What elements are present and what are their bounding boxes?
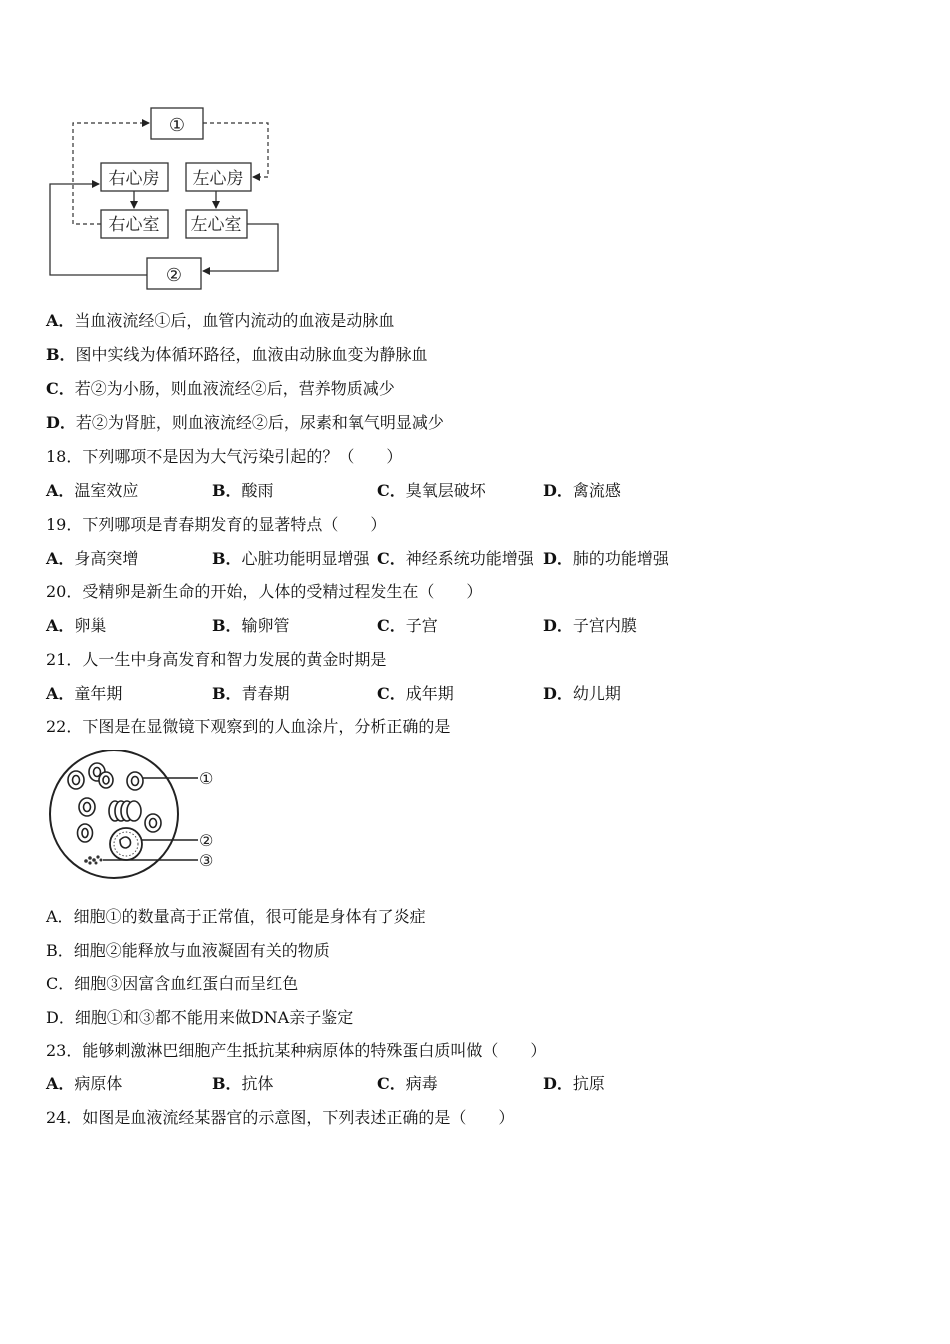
label-1: ① bbox=[199, 769, 214, 788]
q22-option-b bbox=[46, 940, 330, 962]
option-label: C． bbox=[377, 1074, 406, 1093]
option-label: B． bbox=[212, 616, 242, 635]
option-label: A． bbox=[46, 616, 75, 635]
option-text: 细胞①的数量高于正常值，很可能是身体有了炎症 bbox=[73, 907, 426, 926]
q17-option-d bbox=[46, 412, 444, 434]
option-text: 神经系统功能增强 bbox=[405, 549, 534, 568]
option-text: 当血液流经①后，血管内流动的血液是动脉血 bbox=[74, 311, 395, 330]
q20-option-c bbox=[377, 615, 438, 637]
q21-option-b bbox=[212, 683, 290, 705]
option-label: D． bbox=[543, 549, 573, 568]
option-label: B． bbox=[46, 941, 74, 960]
option-text: 细胞③因富含血红蛋白而呈红色 bbox=[74, 974, 299, 993]
q19-option-a bbox=[46, 548, 138, 570]
q21-option-a bbox=[46, 683, 122, 705]
option-label: D． bbox=[46, 413, 76, 432]
option-label: C． bbox=[46, 379, 75, 398]
option-text: 若②为肾脏，则血液流经②后，尿素和氧气明显减少 bbox=[75, 413, 444, 432]
option-text: 肺的功能增强 bbox=[572, 549, 669, 568]
option-label: B． bbox=[46, 345, 76, 364]
q18-option-c bbox=[377, 480, 486, 502]
option-text: 若②为小肠，则血液流经②后，营养物质减少 bbox=[74, 379, 395, 398]
option-text: 青春期 bbox=[241, 684, 290, 703]
q17-option-c bbox=[46, 378, 395, 400]
left-ventricle-label: 左心室 bbox=[190, 215, 242, 235]
q19-option-c bbox=[377, 548, 534, 570]
right-atrium-label: 右心房 bbox=[108, 169, 160, 189]
q23-stem: 23．能够刺激淋巴细胞产生抵抗某种病原体的特殊蛋白质叫做（ ） bbox=[46, 1041, 547, 1060]
option-label: A． bbox=[46, 684, 75, 703]
option-label: B． bbox=[212, 684, 242, 703]
option-label: A． bbox=[46, 1074, 75, 1093]
option-text: 细胞②能释放与血液凝固有关的物质 bbox=[73, 941, 330, 960]
q19-option-d bbox=[543, 548, 669, 570]
q17-option-a bbox=[46, 310, 394, 332]
q21-option-d bbox=[543, 683, 621, 705]
q23-option-b bbox=[212, 1073, 274, 1095]
option-label: A． bbox=[46, 549, 75, 568]
option-label: A． bbox=[46, 907, 74, 926]
option-label: D． bbox=[543, 684, 573, 703]
q20-option-b bbox=[212, 615, 290, 637]
option-text: 病毒 bbox=[405, 1074, 438, 1093]
q22-option-a bbox=[46, 906, 426, 928]
left-atrium-label: 左心房 bbox=[192, 169, 244, 189]
option-text: 细胞①和③都不能用来做DNA亲子鉴定 bbox=[74, 1008, 354, 1027]
option-label: D． bbox=[543, 616, 573, 635]
q23-option-a bbox=[46, 1073, 122, 1095]
label-2: ② bbox=[199, 831, 214, 850]
option-text: 成年期 bbox=[405, 684, 454, 703]
option-text: 图中实线为体循环路径，血液由动脉血变为静脉血 bbox=[75, 345, 428, 364]
option-text: 身高突增 bbox=[74, 549, 139, 568]
option-label: A． bbox=[46, 311, 75, 330]
option-label: B． bbox=[212, 549, 242, 568]
q17-option-b bbox=[46, 344, 428, 366]
option-text: 病原体 bbox=[74, 1074, 123, 1093]
option-label: C． bbox=[377, 481, 406, 500]
option-text: 温室效应 bbox=[74, 481, 139, 500]
q20-option-d bbox=[543, 615, 637, 637]
q19-option-b bbox=[212, 548, 370, 570]
option-text: 童年期 bbox=[74, 684, 123, 703]
q22-option-c bbox=[46, 973, 298, 995]
q18-option-a bbox=[46, 480, 138, 502]
q18-option-b bbox=[212, 480, 274, 502]
q23-option-d bbox=[543, 1073, 605, 1095]
option-label: B． bbox=[212, 481, 242, 500]
option-label: C． bbox=[377, 684, 406, 703]
q22-option-d bbox=[46, 1007, 353, 1029]
node-2-label: ② bbox=[165, 265, 183, 286]
q20-stem: 20．受精卵是新生命的开始，人体的受精过程发生在（ ） bbox=[46, 582, 483, 601]
label-3: ③ bbox=[199, 851, 214, 870]
option-label: C． bbox=[377, 616, 406, 635]
option-text: 酸雨 bbox=[241, 481, 274, 500]
q21-option-c bbox=[377, 683, 454, 705]
option-text: 幼儿期 bbox=[572, 684, 621, 703]
white-blood-cell bbox=[110, 828, 142, 860]
option-label: C． bbox=[377, 549, 406, 568]
node-1-label: ① bbox=[168, 115, 186, 136]
q20-option-a bbox=[46, 615, 106, 637]
q19-stem: 19．下列哪项是青春期发育的显著特点（ ） bbox=[46, 515, 387, 534]
option-label: D． bbox=[543, 1074, 573, 1093]
q22-stem: 22．下图是在显微镜下观察到的人血涂片，分析正确的是 bbox=[46, 717, 451, 736]
q18-option-d bbox=[543, 480, 621, 502]
option-text: 卵巢 bbox=[74, 616, 107, 635]
option-text: 心脏功能明显增强 bbox=[241, 549, 370, 568]
option-label: D． bbox=[543, 481, 573, 500]
option-text: 臭氧层破坏 bbox=[405, 481, 486, 500]
option-text: 抗体 bbox=[241, 1074, 274, 1093]
q23-option-c bbox=[377, 1073, 438, 1095]
option-label: C． bbox=[46, 974, 75, 993]
q21-stem: 21．人一生中身高发育和智力发展的黄金时期是 bbox=[46, 650, 387, 669]
option-text: 子宫 bbox=[405, 616, 438, 635]
option-label: A． bbox=[46, 481, 75, 500]
option-text: 抗原 bbox=[572, 1074, 605, 1093]
q18-stem: 18．下列哪项不是因为大气污染引起的？（ ） bbox=[46, 447, 403, 466]
option-text: 输卵管 bbox=[241, 616, 290, 635]
q24-stem: 24．如图是血液流经某器官的示意图，下列表述正确的是（ ） bbox=[46, 1108, 515, 1127]
right-ventricle-label: 右心室 bbox=[108, 215, 160, 235]
option-label: B． bbox=[212, 1074, 242, 1093]
option-label: D． bbox=[46, 1008, 75, 1027]
blood-smear-diagram bbox=[46, 750, 236, 890]
option-text: 禽流感 bbox=[572, 481, 621, 500]
circulation-diagram bbox=[40, 100, 360, 300]
option-text: 子宫内膜 bbox=[572, 616, 637, 635]
